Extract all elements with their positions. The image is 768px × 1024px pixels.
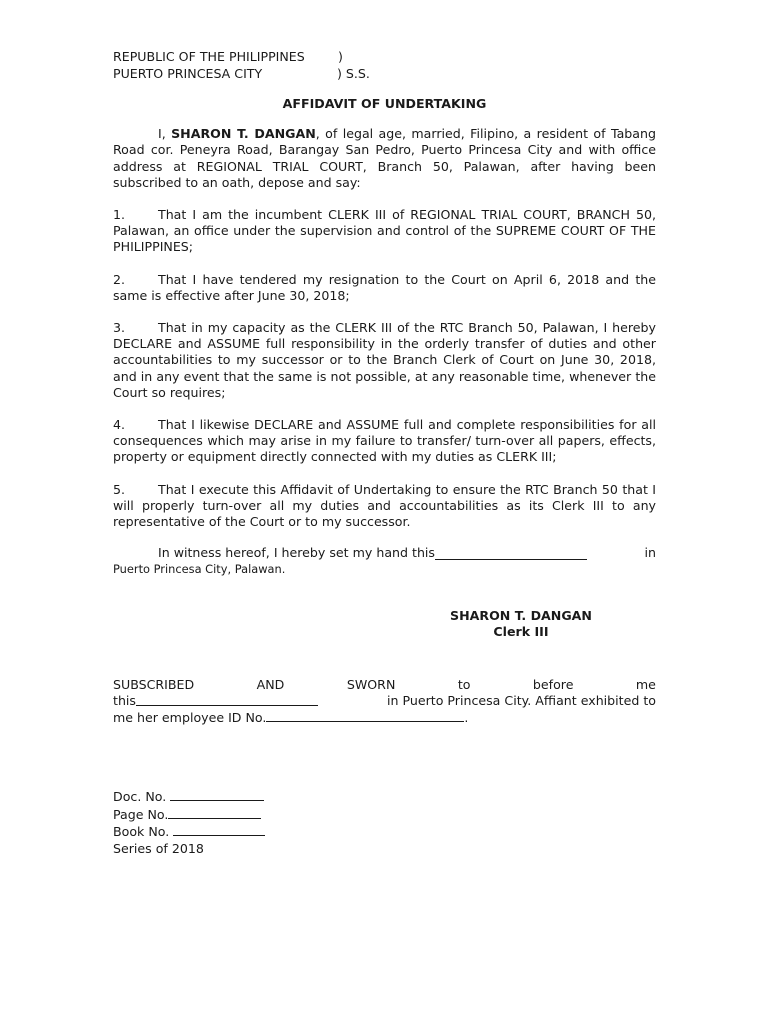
jurat-word: SWORN [346, 676, 396, 692]
intro-text: , of legal age, married, Filipino, a resident of Tabang Road cor. Peneyra Road, Barangay San Pedro, Puerto Princesa City and with office address at REGIONAL TRIAL COURT, Branch 50, Palawan, after having been subscribed to an oath, depose and say: [113, 126, 656, 190]
jurat-word: me [635, 676, 656, 692]
item-number: 4. [113, 417, 126, 433]
date-blank [435, 547, 587, 560]
document-title: AFFIDAVIT OF UNDERTAKING [282, 96, 487, 111]
jurat-word: before [532, 676, 574, 692]
signature-block [446, 608, 596, 641]
item-text: That in my capacity as the CLERK III of the RTC Branch 50, Palawan, I hereby DECLARE and ASSUME full responsibility in the orderly transfer of duties and other accountabilities to my successor or to the Branch Clerk of Court on June 30, 2018, and in any event that the same is not possible, at any reasonable time, whenever the Court so requires; [113, 320, 656, 400]
jurat-period: . [464, 710, 469, 726]
notarial-register [113, 788, 656, 857]
signatory-name: SHARON T. DANGAN [450, 607, 592, 623]
intro-prefix: I, [158, 126, 172, 142]
numbered-item [113, 417, 656, 466]
item-number: 3. [113, 320, 126, 336]
numbered-item [113, 482, 656, 531]
jurat-word: SUBSCRIBED [113, 676, 195, 692]
item-number: 5. [113, 481, 126, 497]
page-no-label: Page No. [113, 806, 169, 822]
jurat-word: to [457, 676, 471, 692]
series-label: Series of 2018 [113, 840, 204, 856]
venue-header [113, 49, 656, 82]
employee-id-blank [266, 709, 464, 722]
doc-no-label: Doc. No. [113, 789, 171, 805]
venue-ss: ) S.S. [337, 65, 370, 81]
numbered-item [113, 207, 656, 256]
numbered-item [113, 320, 656, 401]
venue-country: REPUBLIC OF THE PHILIPPINES [113, 49, 305, 64]
intro-paragraph [113, 126, 656, 191]
item-number: 2. [113, 271, 126, 287]
affiant-name: SHARON T. DANGAN [171, 126, 316, 142]
doc-no-blank [170, 788, 264, 801]
item-number: 1. [113, 207, 126, 223]
witness-clause [113, 545, 656, 577]
numbered-item [113, 272, 656, 304]
item-text: That I execute this Affidavit of Undertaking to ensure the RTC Branch 50 that I will properly turn-over all my duties and accountabilities as its Clerk III to any representative of the Court or to my successor. [113, 481, 656, 530]
jurat-word: AND [256, 676, 285, 692]
book-no-blank [173, 823, 265, 836]
item-text: That I likewise DECLARE and ASSUME full and complete responsibilities for all consequences which may arise in my failure to transfer/ turn-over all papers, effects, property or equipment directly connected with my duties as CLERK III; [113, 417, 656, 465]
affidavit-document [113, 49, 656, 857]
venue-bracket: ) [338, 49, 343, 64]
page-no-blank [168, 806, 261, 819]
jurat-date-blank [136, 693, 318, 706]
jurat-line2-text: in Puerto Princesa City. Affiant exhibited to [387, 692, 656, 708]
jurat-id-label: me her employee ID No. [113, 710, 267, 726]
venue-city: PUERTO PRINCESA CITY [113, 65, 263, 81]
signatory-position: Clerk III [493, 624, 549, 640]
jurat [113, 677, 656, 727]
witness-text: In witness hereof, I hereby set my hand this [158, 545, 435, 561]
witness-in: in [644, 545, 656, 561]
item-text: That I have tendered my resignation to the Court on April 6, 2018 and the same is effective after June 30, 2018; [113, 271, 656, 303]
book-no-label: Book No. [113, 824, 174, 840]
jurat-this: this [113, 692, 136, 708]
witness-place: Puerto Princesa City, Palawan. [113, 562, 286, 577]
item-text: That I am the incumbent CLERK III of REGIONAL TRIAL COURT, BRANCH 50, Palawan, an office under the supervision and control of the SUPREME COURT OF THE PHILIPPINES; [113, 207, 656, 255]
